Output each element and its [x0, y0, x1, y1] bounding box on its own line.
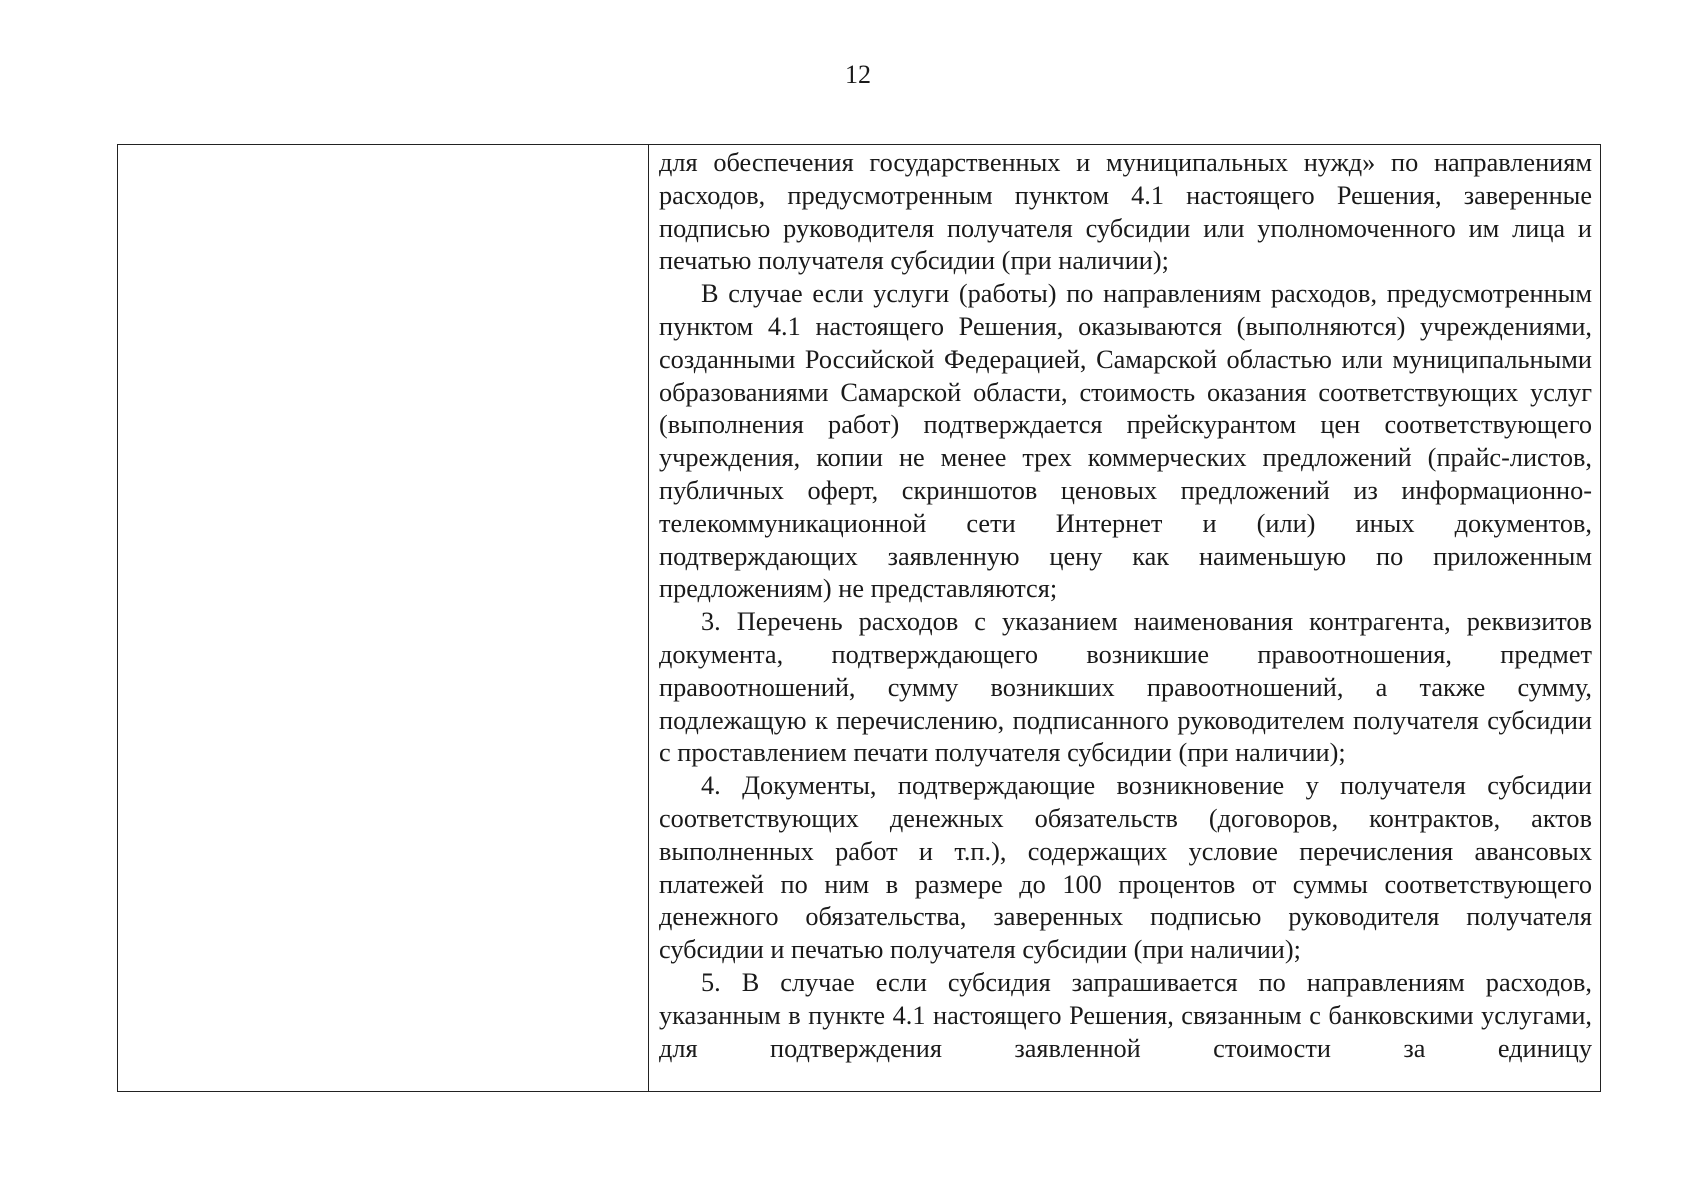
table-right-cell: [649, 145, 1600, 1091]
paragraph-item-4: 4. Документы, подтверждающие возникновение у получателя субсидии соответствующих денежных обязательств (договоров, контрактов, актов выполненных работ и т.п.), содержащих условие перечисления авансовых платежей по ним в размере до 100 процентов от суммы соответствующего денежного обязательства, заверенных подписью руководителя получателя субсидии и печатью получателя субсидии (при наличии);: [659, 771, 1592, 965]
paragraph-item-5: 5. В случае если субсидия запрашивается по направлениям расходов, указанным в пункте 4.1 настоящего Решения, связанным с банковскими услугами, для подтверждения заявленной стоимости за единицу: [659, 967, 1592, 1063]
document-table: [117, 144, 1601, 1092]
paragraph-continuation: для обеспечения государственных и муниципальных нужд» по направлениям расходов, предусмотренным пунктом 4.1 настоящего Решения, заверенные подписью руководителя получателя субсидии или уполномоченного им лица и печатью получателя субсидии (при наличии);: [659, 148, 1592, 276]
page-number: 12: [845, 60, 871, 89]
table-left-cell: [118, 145, 649, 1091]
paragraph-services-exception: В случае если услуги (работы) по направлениям расходов, предусмотренным пунктом 4.1 настоящего Решения, оказываются (выполняются) учреждениями, созданными Российской Федерацией, Самарской областью или муниципальными образованиями Самарской области, стоимость оказания соответствующих услуг (выполнения работ) подтверждается прейскурантом цен соответствующего учреждения, копии не менее трех коммерческих предложений (прайс-листов, публичных оферт, скриншотов ценовых предложений из информационно-телекоммуникационной сети Интернет и (или) иных документов, подтверждающих заявленную цену как наименьшую по приложенным предложениям) не представляются;: [659, 279, 1592, 604]
paragraph-item-3: 3. Перечень расходов с указанием наименования контрагента, реквизитов документа, подтверждающего возникшие правоотношения, предмет правоотношений, сумму возникших правоотношений, а также сумму, подлежащую к перечислению, подписанного руководителем получателя субсидии с проставлением печати получателя субсидии (при наличии);: [659, 607, 1592, 768]
